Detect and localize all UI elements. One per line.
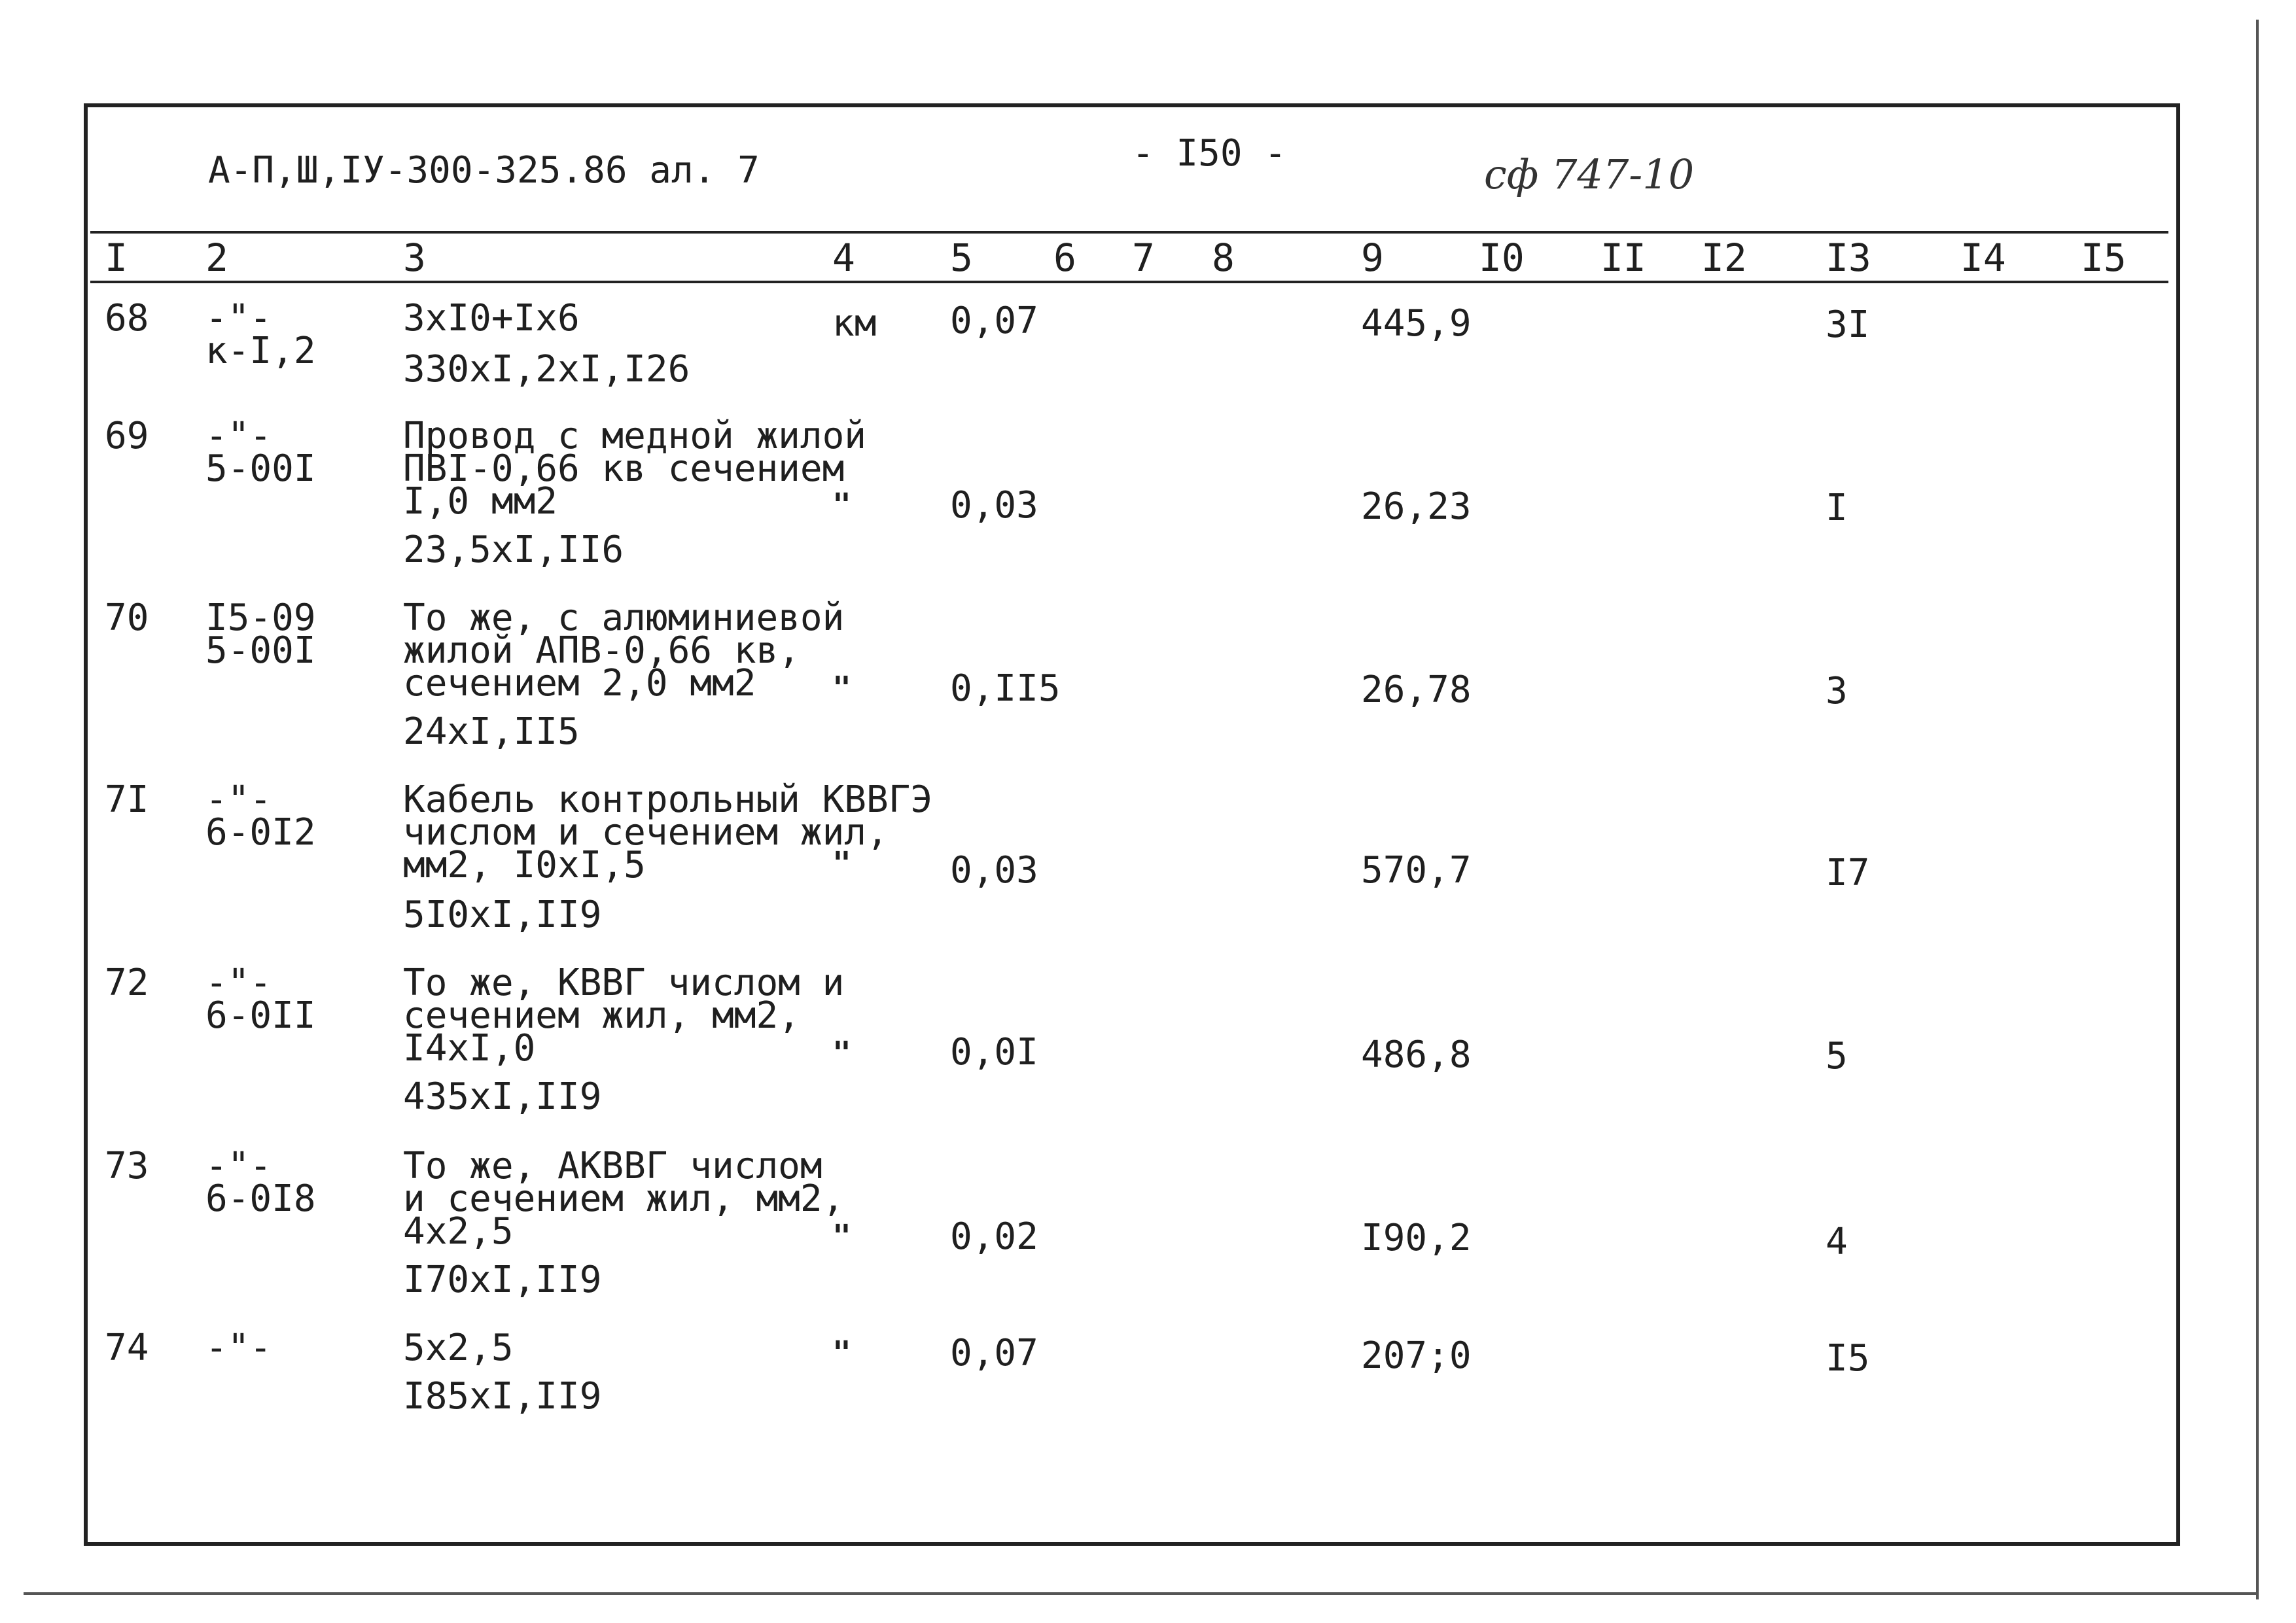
quantity: 0,03 bbox=[950, 849, 1038, 892]
column-header: 5 bbox=[950, 236, 973, 280]
column-header: I2 bbox=[1701, 236, 1747, 280]
rate-code-line1: -"- bbox=[205, 415, 272, 457]
item-description-line: мм2, I0хI,5 bbox=[403, 844, 646, 886]
header-bottom-rule bbox=[90, 281, 2168, 283]
rate-code-line1: -"- bbox=[205, 1327, 272, 1369]
item-description-line: То же, АКВВГ числом bbox=[403, 1145, 822, 1187]
item-description-line: 5х2,5 bbox=[403, 1327, 514, 1369]
handwritten-stamp: сф 747-10 bbox=[1484, 150, 1695, 198]
rate-code-line2: 6-0I2 bbox=[205, 811, 316, 854]
rate-code-line2: 6-0II bbox=[205, 994, 316, 1037]
rate-code-line2: к-I,2 bbox=[205, 330, 316, 372]
ditto-mark: " bbox=[832, 670, 851, 707]
column-header: I5 bbox=[2081, 236, 2127, 280]
column-header: I4 bbox=[1960, 236, 2006, 280]
unit-price: 26,23 bbox=[1361, 485, 1472, 528]
total-cost: 4 bbox=[1826, 1221, 1848, 1263]
item-description-line: ПВI-0,66 кв сечением bbox=[403, 447, 845, 490]
column-header: 4 bbox=[832, 236, 855, 280]
column-header: I0 bbox=[1479, 236, 1525, 280]
price-calculation: I85хI,II9 bbox=[403, 1375, 602, 1418]
row-number: 68 bbox=[105, 297, 149, 340]
page-edge-right bbox=[2256, 20, 2259, 1599]
column-header: 2 bbox=[205, 236, 228, 280]
total-cost: I5 bbox=[1826, 1337, 1870, 1380]
ditto-mark: " bbox=[832, 845, 851, 882]
item-description-line: сечением жил, мм2, bbox=[403, 994, 800, 1037]
item-description-line: Кабель контрольный КВВГЭ bbox=[403, 778, 933, 821]
row-number: 69 bbox=[105, 415, 149, 457]
price-calculation: 330хI,2хI,I26 bbox=[403, 348, 690, 391]
price-calculation: 24хI,II5 bbox=[403, 710, 580, 753]
row-number: 70 bbox=[105, 597, 149, 639]
item-description-line: Провод с медной жилой bbox=[403, 415, 867, 457]
rate-code-line1: -"- bbox=[205, 962, 272, 1004]
unit-price: 207;0 bbox=[1361, 1335, 1472, 1377]
item-description-line: жилой АПВ-0,66 кв, bbox=[403, 629, 800, 672]
ditto-mark: " bbox=[832, 487, 851, 523]
unit-price: 445,9 bbox=[1361, 302, 1472, 345]
column-header: 9 bbox=[1361, 236, 1384, 280]
price-calculation: I70хI,II9 bbox=[403, 1259, 602, 1301]
rate-code-line1: -"- bbox=[205, 778, 272, 821]
quantity: 0,07 bbox=[950, 1332, 1038, 1374]
document-reference: А-П,Ш,IУ-300-325.86 ал. 7 bbox=[208, 149, 760, 192]
item-description-line: числом и сечением жил, bbox=[403, 811, 889, 854]
column-header: I bbox=[105, 236, 128, 280]
unit-price: I90,2 bbox=[1361, 1217, 1472, 1259]
column-header: 6 bbox=[1053, 236, 1076, 280]
quantity: 0,02 bbox=[950, 1215, 1038, 1258]
row-number: 72 bbox=[105, 962, 149, 1004]
rate-code-line1: I5-09 bbox=[205, 597, 316, 639]
item-description-line: сечением 2,0 мм2 bbox=[403, 662, 756, 705]
total-cost: 3 bbox=[1826, 670, 1848, 712]
price-calculation: 435хI,II9 bbox=[403, 1075, 602, 1118]
column-header: I3 bbox=[1826, 236, 1871, 280]
unit-price: 570,7 bbox=[1361, 849, 1472, 892]
quantity: 0,07 bbox=[950, 300, 1038, 342]
total-cost: 5 bbox=[1826, 1035, 1848, 1077]
item-description-line: 3хI0+Iх6 bbox=[403, 297, 580, 340]
total-cost: I bbox=[1826, 487, 1848, 529]
column-header: II bbox=[1600, 236, 1646, 280]
unit-price: 26,78 bbox=[1361, 669, 1472, 711]
row-number: 73 bbox=[105, 1145, 149, 1187]
row-number: 74 bbox=[105, 1327, 149, 1369]
rate-code-line1: -"- bbox=[205, 297, 272, 340]
item-description-line: То же, КВВГ числом и bbox=[403, 962, 845, 1004]
quantity: 0,03 bbox=[950, 484, 1038, 527]
quantity: 0,II5 bbox=[950, 667, 1061, 710]
column-header: 8 bbox=[1212, 236, 1235, 280]
ditto-mark: " bbox=[832, 1218, 851, 1255]
price-calculation: 23,5хI,II6 bbox=[403, 529, 624, 571]
unit: км bbox=[832, 302, 877, 345]
column-header: 3 bbox=[403, 236, 426, 280]
unit-price: 486,8 bbox=[1361, 1034, 1472, 1076]
item-description-line: 4х2,5 bbox=[403, 1210, 514, 1253]
rate-code-line1: -"- bbox=[205, 1145, 272, 1187]
ditto-mark: " bbox=[832, 1335, 851, 1371]
row-number: 7I bbox=[105, 778, 149, 821]
item-description-line: и сечением жил, мм2, bbox=[403, 1178, 845, 1220]
item-description-line: I4хI,0 bbox=[403, 1027, 536, 1070]
rate-code-line2: 5-00I bbox=[205, 447, 316, 490]
ditto-mark: " bbox=[832, 1035, 851, 1072]
header-top-rule bbox=[90, 231, 2168, 234]
total-cost: I7 bbox=[1826, 852, 1870, 894]
rate-code-line2: 6-0I8 bbox=[205, 1178, 316, 1220]
rate-code-line2: 5-00I bbox=[205, 629, 316, 672]
quantity: 0,0I bbox=[950, 1031, 1038, 1073]
page-number: - I50 - bbox=[1132, 132, 1287, 175]
price-calculation: 5I0хI,II9 bbox=[403, 894, 602, 936]
total-cost: 3I bbox=[1826, 304, 1870, 346]
column-header: 7 bbox=[1132, 236, 1155, 280]
page-edge-bottom bbox=[24, 1592, 2259, 1595]
item-description-line: I,0 мм2 bbox=[403, 480, 558, 523]
item-description-line: То же, с алюминиевой bbox=[403, 597, 845, 639]
